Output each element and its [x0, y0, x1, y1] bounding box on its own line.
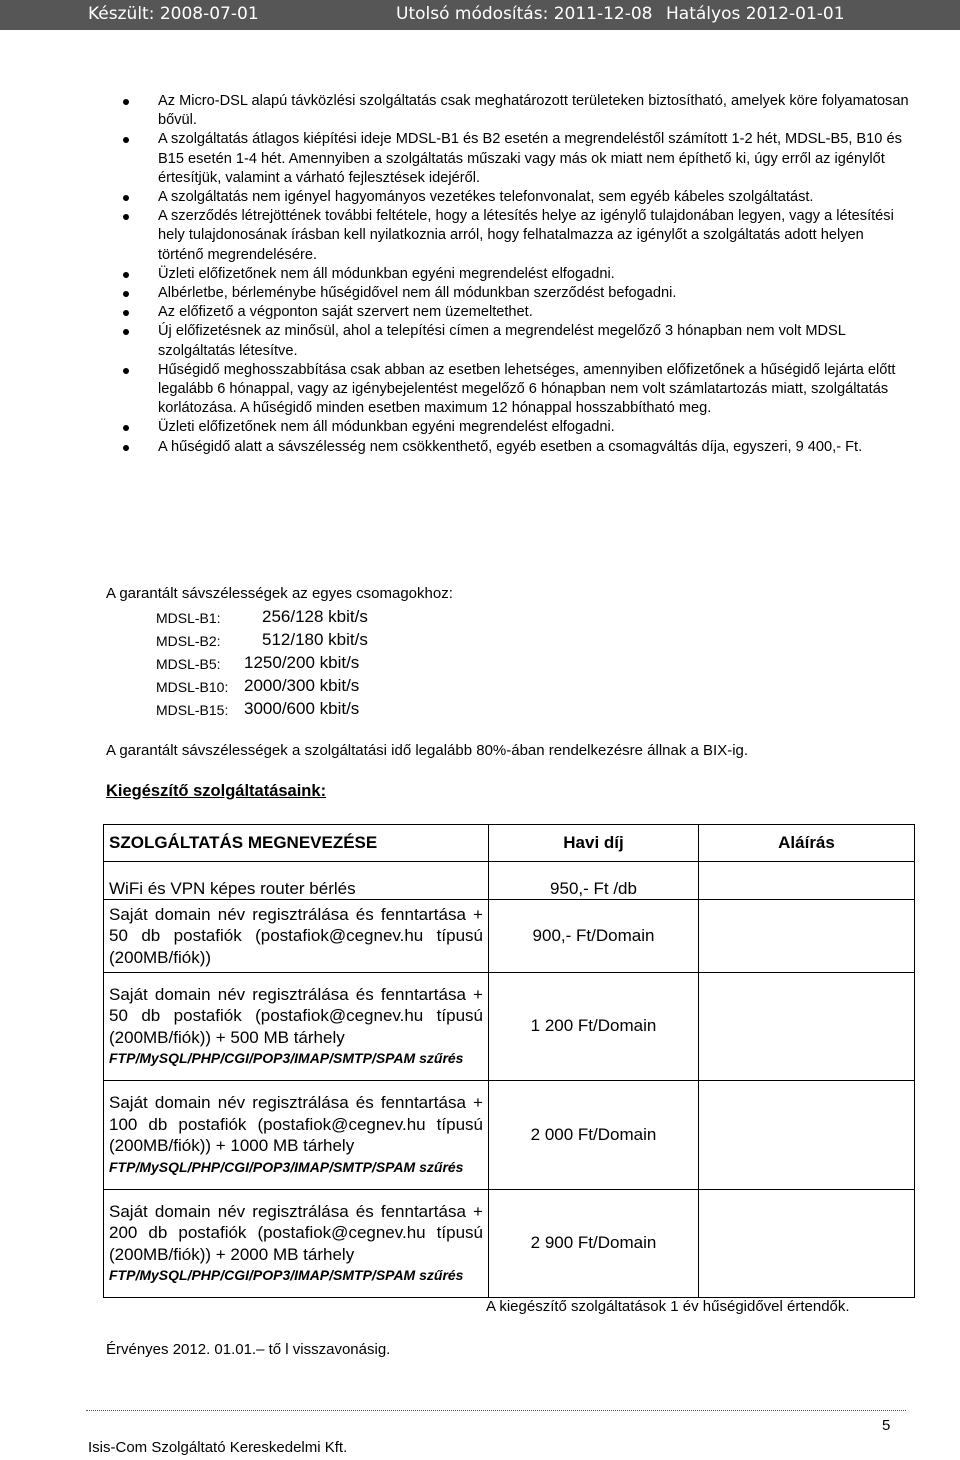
package-speed: 2000/300 kbit/s	[244, 676, 360, 695]
service-price: 2 900 Ft/Domain	[489, 1189, 699, 1297]
package-speed: 1250/200 kbit/s	[244, 653, 360, 672]
table-row	[104, 1081, 915, 1189]
list-item: Hűségidő meghosszabbítása csak abban az esetben lehetséges, amennyiben előfizetőnek a hűségidő lejárta előtt legalább 6 hónappal, vagy az igénybejelentést megelőző 6 hónapban nem volt számlatartozás miatt, szolgáltatás korlátozása. A hűségidő minden esetben maximum 12 hónappal hosszabbítható meg.	[120, 361, 910, 419]
service-features: FTP/MySQL/PHP/CGI/POP3/IMAP/SMTP/SPAM szűrés	[109, 1050, 464, 1067]
signature-cell[interactable]	[699, 1081, 915, 1189]
section-title: Kiegészítő szolgáltatásaink:	[106, 782, 327, 800]
package-label: MDSL-B1:	[156, 610, 221, 626]
modified-date: Utolsó módosítás: 2011-12-08	[396, 4, 653, 24]
service-name: Saját domain név regisztrálása és fenntartása + 50 db postafiók (postafiok@cegnev.hu típusú (200MB/fiók))	[104, 900, 489, 972]
signature-cell[interactable]	[699, 862, 915, 900]
service-name: Saját domain név regisztrálása és fenntartása + 100 db postafiók (postafiok@cegnev.hu típusú (200MB/fiók)) + 1000 MB tárhely FTP/MySQL/PHP/CGI/POP3/IMAP/SMTP/SPAM szűrés	[104, 1081, 489, 1189]
table-row	[104, 862, 915, 900]
bullet-icon	[123, 137, 129, 143]
page-number: 5	[882, 1417, 891, 1434]
services-table	[103, 824, 915, 1298]
extras-note: A kiegészítő szolgáltatások 1 év hűségidővel értendők.	[486, 1298, 850, 1315]
list-item: Albérletbe, bérleménybe hűségidővel nem áll módunkban szerződést befogadni.	[120, 284, 910, 303]
list-item: Üzleti előfizetőnek nem áll módunkban egyéni megrendelést elfogadni.	[120, 418, 910, 437]
table-row	[104, 972, 915, 1080]
table-row	[104, 900, 915, 972]
service-price: 1 200 Ft/Domain	[489, 972, 699, 1080]
package-speed: 512/180 kbit/s	[262, 630, 368, 649]
service-features: FTP/MySQL/PHP/CGI/POP3/IMAP/SMTP/SPAM szűrés	[109, 1158, 464, 1175]
service-price: 950,- Ft /db	[489, 862, 699, 900]
header-bar	[0, 0, 960, 30]
column-header: Aláírás	[699, 825, 915, 862]
bullet-icon	[123, 99, 129, 105]
service-name: Saját domain név regisztrálása és fenntartása + 50 db postafiók (postafiok@cegnev.hu típusú (200MB/fiók)) + 500 MB tárhely FTP/MySQL/PHP/CGI/POP3/IMAP/SMTP/SPAM szűrés	[104, 972, 489, 1080]
list-item: A hűségidő alatt a sávszélesség nem csökkenthető, egyéb esetben a csomagváltás díja, egyszeri, 9 400,- Ft.	[120, 438, 910, 457]
bullet-icon	[123, 195, 129, 201]
package-speed: 3000/600 kbit/s	[244, 699, 360, 718]
service-price: 2 000 Ft/Domain	[489, 1081, 699, 1189]
service-price: 900,- Ft/Domain	[489, 900, 699, 972]
list-item: A szerződés létrejöttének további feltétele, hogy a létesítés helye az igénylő tulajdonában legyen, vagy a létesítési hely tulajdonosának írásban kell nyilatkoznia arról, hogy felhatalmazza az igénylőt a szolgáltatás adott helyen történő megrendelésére.	[120, 207, 910, 265]
bullet-icon	[123, 329, 129, 335]
conditions-list	[120, 92, 910, 457]
bullet-icon	[123, 445, 129, 451]
speeds-intro: A garantált sávszélességek az egyes csomagokhoz:	[106, 585, 453, 602]
bullet-icon	[123, 425, 129, 431]
company-name: Isis-Com Szolgáltató Kereskedelmi Kft.	[88, 1439, 348, 1456]
bullet-icon	[123, 291, 129, 297]
table-row	[104, 1189, 915, 1297]
package-speed: 256/128 kbit/s	[262, 607, 368, 626]
signature-cell[interactable]	[699, 972, 915, 1080]
table-header-row	[104, 825, 915, 862]
bullet-icon	[123, 310, 129, 316]
service-name: Saját domain név regisztrálása és fenntartása + 200 db postafiók (postafiok@cegnev.hu típusú (200MB/fiók)) + 2000 MB tárhely FTP/MySQL/PHP/CGI/POP3/IMAP/SMTP/SPAM szűrés	[104, 1189, 489, 1297]
signature-cell[interactable]	[699, 1189, 915, 1297]
list-item: Az Micro-DSL alapú távközlési szolgáltatás csak meghatározott területeken biztosítható, amelyek köre folyamatosan bővül.	[120, 92, 910, 130]
list-item: Az előfizető a végponton saját szervert nem üzemeltethet.	[120, 303, 910, 322]
validity-text: Érvényes 2012. 01.01.– tő l visszavonásig.	[106, 1341, 391, 1358]
service-features: FTP/MySQL/PHP/CGI/POP3/IMAP/SMTP/SPAM szűrés	[109, 1267, 464, 1283]
speeds-note: A garantált sávszélességek a szolgáltatási idő legalább 80%-ában rendelkezésre állnak a BIX-ig.	[106, 742, 749, 759]
service-name: WiFi és VPN képes router bérlés	[104, 862, 489, 900]
bullet-icon	[123, 272, 129, 278]
effective-date: Hatályos 2012-01-01	[666, 4, 845, 24]
list-item: A szolgáltatás nem igényel hagyományos vezetékes telefonvonalat, sem egyéb kábeles szolgáltatást.	[120, 188, 910, 207]
column-header: Havi díj	[489, 825, 699, 862]
created-date: Készült: 2008-07-01	[88, 4, 259, 24]
list-item: Új előfizetésnek az minősül, ahol a telepítési címen a megrendelést megelőző 3 hónapban nem volt MDSL szolgáltatás létesítve.	[120, 322, 910, 360]
list-item: A szolgáltatás átlagos kiépítési ideje MDSL-B1 és B2 esetén a megrendeléstől számított 1-2 hét, MDSL-B5, B10 és B15 esetén 1-4 hét. Amennyiben a szolgáltatás műszaki vagy más ok miatt nem építhető ki, úgy erről az igénylőt értesítjük, valamint a várható fejlesztések idejéről.	[120, 130, 910, 188]
signature-cell[interactable]	[699, 900, 915, 972]
package-label: MDSL-B15:	[156, 702, 229, 718]
footer-divider	[86, 1410, 906, 1411]
column-header: SZOLGÁLTATÁS MEGNEVEZÉSE	[104, 825, 489, 862]
bullet-icon	[123, 368, 129, 374]
package-label: MDSL-B10:	[156, 679, 229, 695]
bullet-icon	[123, 214, 129, 220]
package-label: MDSL-B2:	[156, 633, 221, 649]
package-label: MDSL-B5:	[156, 656, 221, 672]
list-item: Üzleti előfizetőnek nem áll módunkban egyéni megrendelést elfogadni.	[120, 265, 910, 284]
